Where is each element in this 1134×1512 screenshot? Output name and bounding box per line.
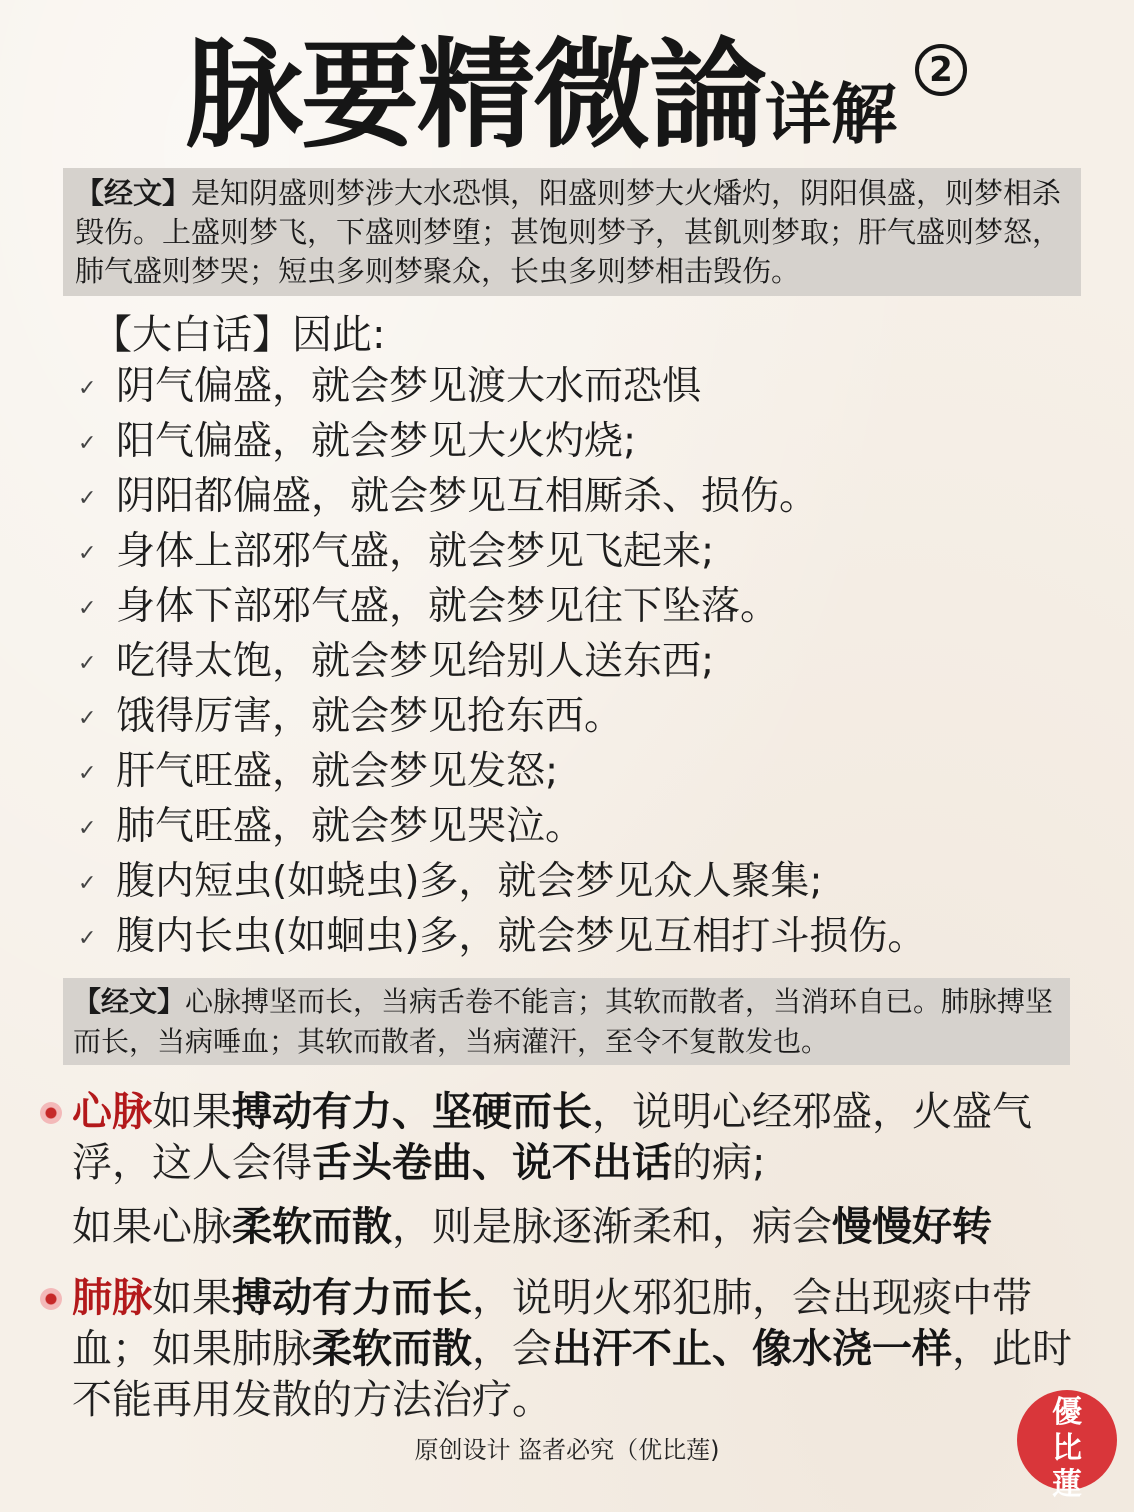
seal-char: 優 — [1052, 1395, 1082, 1430]
classic-text-box — [63, 168, 1081, 296]
list-item-text: 腹内长虫(如蛔虫)多，就会梦见互相打斗损伤。 — [116, 914, 927, 959]
list-item — [78, 799, 926, 854]
text-run: 的病; — [672, 1140, 766, 1186]
bold-run: 出汗不止、像水浇一样 — [552, 1326, 952, 1372]
seal-char: 蓮 — [1052, 1467, 1082, 1502]
check-icon: ✓ — [78, 816, 97, 841]
title — [0, 25, 1134, 164]
list-item — [78, 359, 926, 414]
text-run: 如果 — [152, 1089, 232, 1135]
list-item — [78, 414, 926, 469]
text-run: 如果 — [152, 1275, 232, 1321]
classic-text: 心脉搏坚而长，当病舌卷不能言；其软而散者，当消环自已。肺脉搏坚而长，当病唾血；其软而散者，当病灌汗，至令不复散发也。 — [73, 985, 1054, 1058]
check-icon: ✓ — [78, 706, 97, 731]
bold-run: 舌头卷曲、说不出话 — [312, 1140, 672, 1186]
list-item — [78, 469, 926, 524]
bold-run: 慢慢好转 — [832, 1204, 992, 1250]
classic-text-box-2 — [63, 978, 1070, 1065]
text-run: ，会 — [472, 1326, 552, 1372]
check-icon: ✓ — [78, 651, 97, 676]
check-icon: ✓ — [78, 486, 97, 511]
seal-char: 比 — [1052, 1431, 1082, 1466]
page-title: 脉要精微論 — [185, 25, 766, 164]
bold-run: 搏动有力而长 — [232, 1275, 472, 1321]
list-item-text: 吃得太饱，就会梦见给别人送东西; — [116, 639, 715, 684]
page-subtitle: 详解 — [765, 75, 897, 153]
bullet-dot-icon — [40, 1102, 62, 1124]
list-item-text: 阳气偏盛，就会梦见大火灼烧; — [116, 419, 637, 464]
list-item — [78, 744, 926, 799]
text-run: 如果心脉 — [72, 1204, 232, 1250]
text-run: ，说明火邪犯肺，会出现痰中带血；如果肺脉 — [72, 1275, 1032, 1372]
list-item-text: 阴气偏盛，就会梦见渡大水而恐惧 — [116, 364, 702, 409]
list-item-text: 肺气旺盛，就会梦见哭泣。 — [116, 804, 585, 849]
list-item-text: 腹内短虫(如蛲虫)多，就会梦见众人聚集; — [116, 859, 823, 904]
check-icon: ✓ — [78, 431, 97, 456]
check-icon: ✓ — [78, 926, 97, 951]
check-icon: ✓ — [78, 761, 97, 786]
part-number-badge: 2 — [915, 44, 967, 96]
heart-pulse-paragraph — [72, 1087, 1072, 1189]
text-run: ，则是脉逐渐柔和，病会 — [392, 1204, 832, 1250]
text-run: ，说明心经邪盛，火盛气浮，这人会得 — [72, 1089, 1032, 1186]
list-item-text: 阴阳都偏盛，就会梦见互相厮杀、损伤。 — [116, 474, 819, 519]
copyright-footer: 原创设计 盗者必究（优比莲) — [414, 1436, 720, 1464]
list-item — [78, 579, 926, 634]
check-icon: ✓ — [78, 596, 97, 621]
term-heart-pulse: 心脉 — [72, 1089, 152, 1135]
check-icon: ✓ — [78, 541, 97, 566]
heart-soft-paragraph — [72, 1202, 1072, 1253]
dream-list — [78, 359, 926, 964]
list-item — [78, 524, 926, 579]
classic-label: 【经文】 — [73, 985, 186, 1018]
list-item — [78, 854, 926, 909]
term-lung-pulse: 肺脉 — [72, 1275, 152, 1321]
bold-run: 搏动有力、坚硬而长 — [232, 1089, 592, 1135]
list-item — [78, 909, 926, 964]
classic-text: 是知阴盛则梦涉大水恐惧，阳盛则梦大火燔灼，阴阳俱盛，则梦相杀毁伤。上盛则梦飞，下盛则梦堕；甚饱则梦予，甚飢则梦取；肝气盛则梦怒，肺气盛则梦哭；短虫多则梦聚众，长虫多则梦相击毁伤。 — [75, 176, 1062, 288]
author-seal — [1017, 1390, 1117, 1502]
check-icon: ✓ — [78, 871, 97, 896]
check-icon: ✓ — [78, 376, 97, 401]
list-item — [78, 634, 926, 689]
classic-label: 【经文】 — [75, 176, 192, 210]
list-item-text: 饿得厉害，就会梦见抢东西。 — [116, 694, 624, 739]
bullet-dot-icon — [40, 1288, 62, 1310]
list-item-text: 身体上部邪气盛，就会梦见飞起来; — [116, 529, 715, 574]
list-item-text: 身体下部邪气盛，就会梦见往下坠落。 — [116, 584, 780, 629]
plain-title: 【大白话】因此: — [92, 312, 386, 358]
bold-run: 柔软而散 — [312, 1326, 472, 1372]
list-item — [78, 689, 926, 744]
list-item-text: 肝气旺盛，就会梦见发怒; — [116, 749, 559, 794]
lung-pulse-paragraph — [72, 1273, 1072, 1426]
bold-run: 柔软而散 — [232, 1204, 392, 1250]
text-run: ，此时不能再用发散的方法治疗。 — [72, 1326, 1072, 1423]
